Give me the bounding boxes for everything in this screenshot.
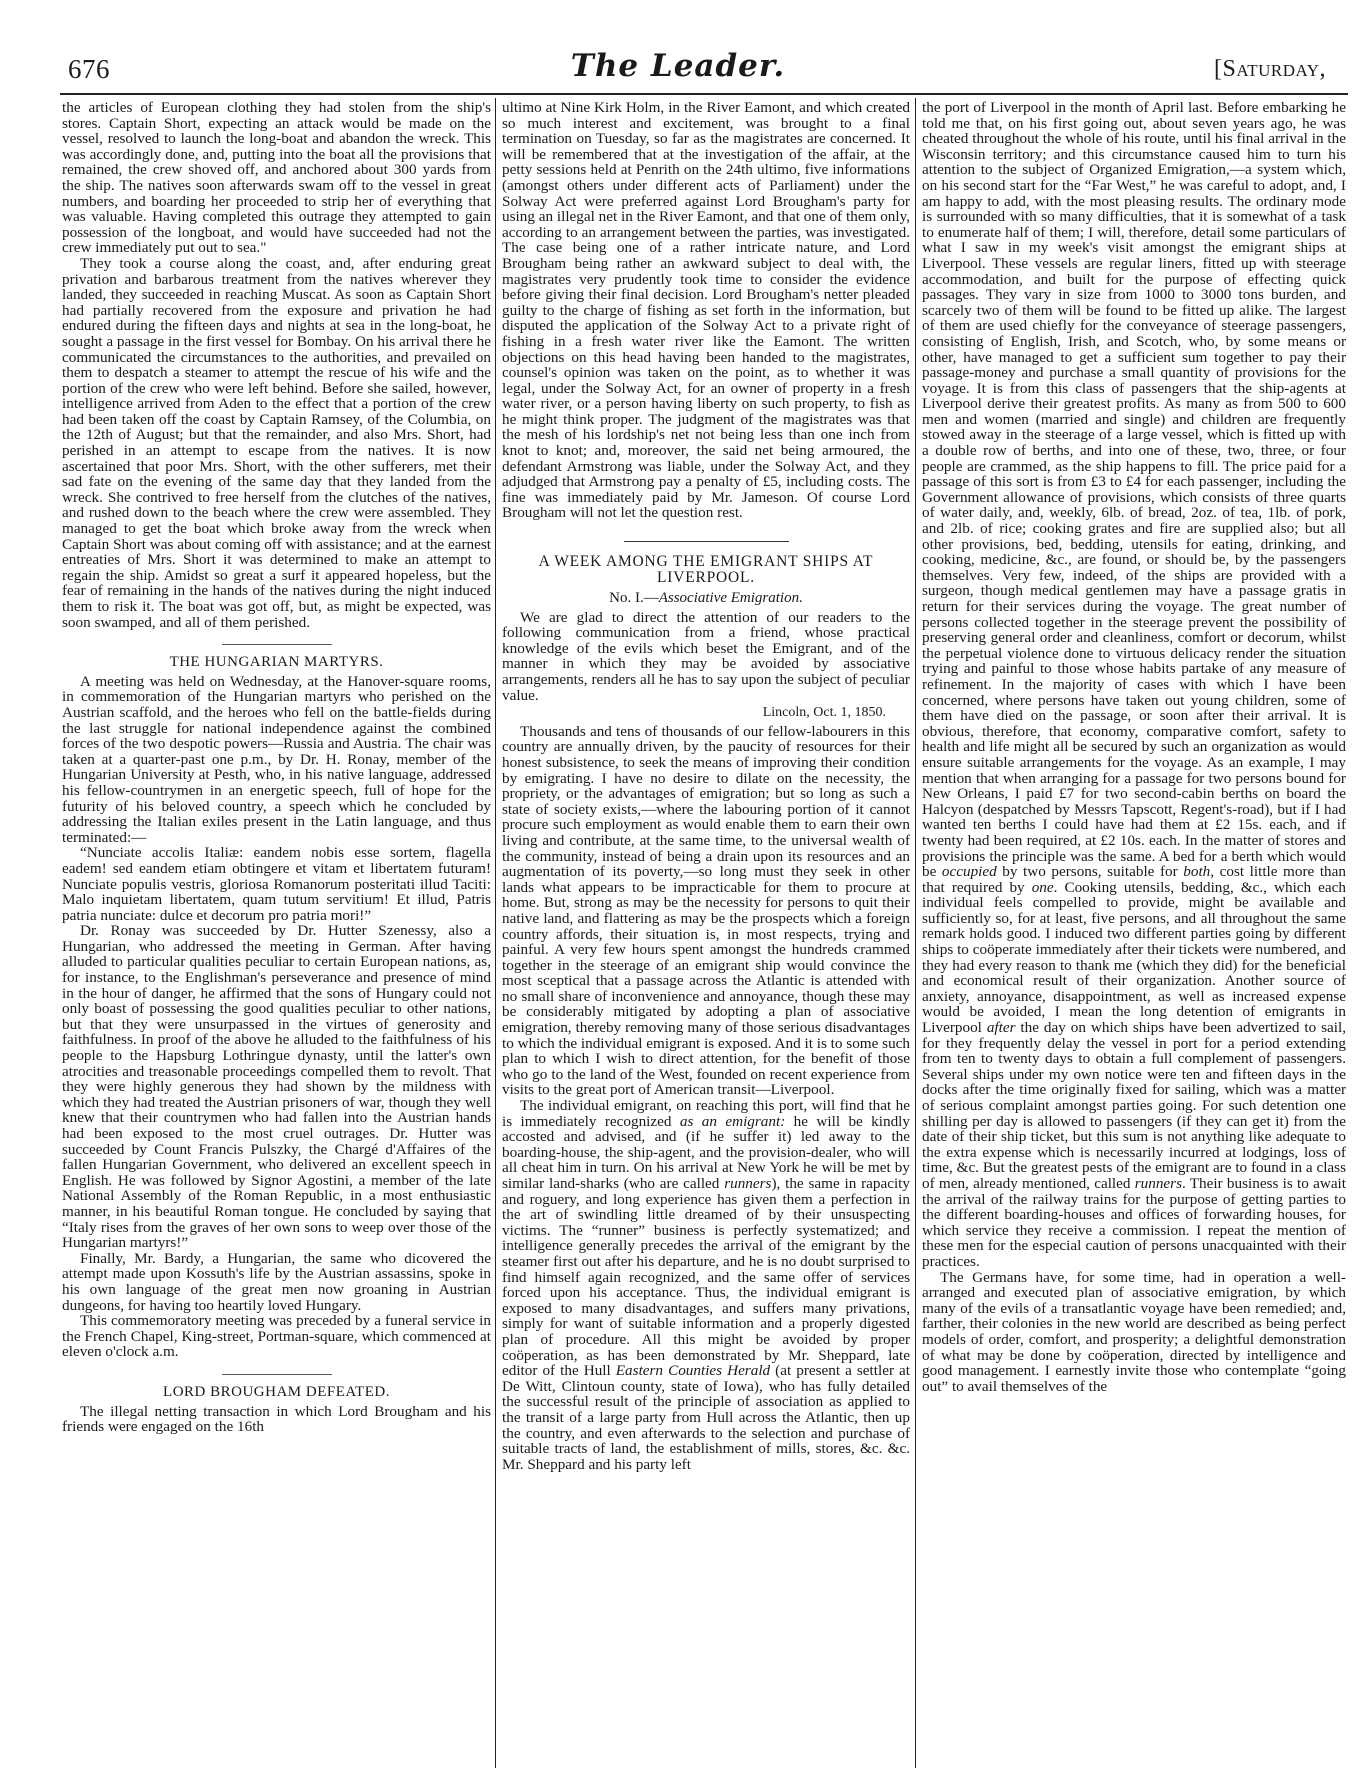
italic-run: as an emigrant: <box>679 1112 786 1130</box>
column-divider <box>915 98 916 1768</box>
italic-run: occupied <box>941 863 997 881</box>
article-separator <box>222 644 332 645</box>
article-title-emigrant-ships: A WEEK AMONG THE EMIGRANT SHIPS AT LIVERPOOL. <box>538 553 874 587</box>
editor-intro: We are glad to direct the attention of our readers to the following communication from a friend, whose practical knowledge of the evils which beset the Emigrant, and of the manner in which they may be avoided by associative arrangements, renders all he has to say upon the subject of peculiar value. <box>502 608 910 704</box>
paragraph: This commemoratory meeting was preceded by a funeral service in the French Chapel, King-street, Portman-square, which commenced at eleven o'clock a.m. <box>62 1312 491 1361</box>
text-run: the port of Liverpool in the month of April last. Before embarking he told me that, on his first going out, about seven years ago, he was cheated throughout the whole of his route, until his final arrival in the Wisconsin territory; and this circumstance caused him to turn his attention to the subject of Organized Emigration,—a system which, on his second start for the “Far West,” he was careful to adopt, and, I am happy to add, with the most pleasing results. The ordinary mode is surrounded with so many difficulties, that it is somewhat of a task to enumerate half of them; I will, therefore, detail some particulars of what I saw in my week's visit amongst the emigrant ships at Liverpool. These vessels are regular liners, fitted up with steerage accommodation, and built for the purpose of effecting quick passages. They vary in size from 1000 to 3000 tons burden, and scarcely two of them will be found to be fitted up alike. The largest of them are used chiefly for the conveyance of steerage passengers, consisting of English, Irish, and Scotch, who, by some means or other, have managed to get a sufficient sum together to pay their passage-money and purchase a small quantity of provisions for the voyage. It is from this class of passengers that the ship-agents at Liverpool derive their greatest profits. As many as from 500 to 600 men and women (married and single) and children are frequently stowed away in the steerage of a large vessel, which is fitted up with a double row of berths, and into one of these, two, three, or four people are crammed, as the ship happens to fill. The price paid for a passage of this sort is from £3 to £4 for each passenger, including the Government allowance of provisions, which consists of three quarts of water daily, and, weekly, 6lb. of bread, 2oz. of tea, 1lb. of pork, and 2lb. of rice; cooking grates and fire are supplied also; but all other provisions, bed, bedding, utensils for eating, drinking, and cooking, medicine, &c., are found, or should be, by the passengers themselves. Very few, indeed, of the ships are provided with a surgeon, though medical gentlemen may have a passage gratis in return for their services during the voyage. The great number of persons collected together in the steerage prevent the possibility of preserving general order and cleanliness, comfort or decorum, whilst the perpetual violence done to virtuous delicacy render the situation trying and painful to those whose habits partake of any measure of refinement. In the majority of cases with which I have been concerned, where persons have taken out young children, some of them have died on the passage, or soon after their arrival. It is obvious, therefore, that economy, comparative comfort, safety to health and life might all be secured by such an organization as would ensure suitable arrangements for the voyage. As an example, I may mention that when arranging for a passage for two persons bound for New Orleans, I paid £7 for two second-cabin berths on board the Halcyon (despatched by Messrs Tapscott, Regent's-road), but if I had wanted ten berths I could have had them at £2 15s. each, and if twenty had been required, at £2 10s. each. In the matter of stores and provisions the principle was the same. A bed for a berth which would be <box>922 99 1346 881</box>
article-title-lord-brougham: LORD BROUGHAM DEFEATED. <box>163 1383 390 1400</box>
continued-paragraph: ultimo at Nine Kirk Holm, in the River Eamont, and which created so much interest and excitement, was brought to a final termination on Tuesday, so far as the magistrates are concerned. It will be remembered that at the investigation of the affair, at the petty sessions held at Penrith on the 24th ultimo, five informations (amongst others under different acts of Parliament) under the Solway Act were preferred against Lord Brougham's party for using an illegal net in the River Eamont, and that one of them only, according to an arrangement between the parties, was investigated. The case being one of a rather intricate nature, and Lord Brougham being rather an awkward subject to deal with, the magistrates very prudently took time to consider the evidence before giving their final decision. Lord Brougham's netter pleaded guilty to the charge of fishing as set forth in the information, but disputed the application of the Solway Act to a private right of fishing in a fresh water river like the Eamont. The written objections on this head having been handed to the magistrates, counsel's opinion was taken on the point, as to whether it was legal, under the Solway Act, for an owner of property in a fresh water river, or a person having liberty on such property, to fish as he might think proper. The judgment of the magistrates was that the mesh of his lordship's net not being less than one inch from knot to knot; and, moreover, the said net being armoured, the defendant Armstrong was liable, under the Solway Act, and they adjudged that Armstrong pay a penalty of £5, including costs. The fine was immediately paid by Mr. Jameson. Of course Lord Brougham will not let the question rest. <box>502 99 910 522</box>
article-subtitle <box>502 591 910 607</box>
column-divider <box>495 98 496 1768</box>
right-column <box>922 100 1346 1394</box>
page-header <box>0 0 1356 98</box>
continued-paragraph <box>922 100 1346 1270</box>
italic-run: runners <box>1134 1174 1182 1192</box>
text-run: , cost little more than that required by <box>922 863 1346 896</box>
subtitle-number: No. I.— <box>609 590 659 607</box>
middle-column <box>502 100 910 1472</box>
paragraph <box>502 1098 910 1472</box>
dateline: Lincoln, Oct. 1, 1850. <box>762 705 886 721</box>
italic-run: after <box>986 1019 1016 1037</box>
left-column <box>62 100 491 1435</box>
text-run: . Their business is to await the arrival of the railway trains for the purpose of getting parties to the different boarding-houses and offices of forwarding houses, for which service they receive a commission. I repeat the mention of these men for the especial caution of persons unacquainted with their practices. <box>922 1174 1346 1270</box>
article-separator <box>222 1374 332 1375</box>
italic-run: both <box>1183 863 1211 881</box>
paragraph: A meeting was held on Wednesday, at the Hanover-square rooms, in commemoration of the Hungarian martyrs who perished on the Austrian scaffold, and the heroes who fell on the battle-fields during the last struggle for national independence against the combined forces of the two despotic powers—Russia and Austria. The chair was taken at a quarter-past one p.m., by Dr. H. Ronay, member of the Hungarian University at Pesth, who, in his native language, addressed his fellow-countrymen in an energetic speech, full of hope for the futurity of his beloved country, a speech which he concluded by addressing the Italian exiles present in the Latin language, and thus terminated:— <box>62 672 491 846</box>
continued-paragraph: the articles of European clothing they had stolen from the ship's stores. Captain Short, expecting an attack would be made on the vessel, resolved to launch the long-boat and abandon the wreck. This was accordingly done, and, putting into the boat all the provisions that remained, the crew shoved off, and anchored about 300 yards from the ship. The natives soon afterwards swam off to the vessel in great numbers, and boarding her proceeded to strip her of everything that was valuable. Having completed this outrage they attempted to gain possession of the longboat, and would have succeeded had not the crew immediately put out to sea." <box>62 99 491 257</box>
issue-day: [Saturday, <box>1213 56 1326 82</box>
text-run: . Cooking utensils, bedding, &c., which each individual feels compelled to provide, might be available and sufficiently so, for at least, five persons, and all throughout the same remark holds good. I induced two different parties going by different ships to coöperate immediately after their tickets were numbered, and they had every reason to thank me (which they did) for the beneficial and economical result of their organization. Another source of anxiety, annoyance, disappointment, as well as increased expense would be avoided, I mean the long detention of emigrants in Liverpool <box>922 878 1346 1037</box>
text-run: by two persons, suitable for <box>996 863 1184 881</box>
paragraph: They took a course along the coast, and, after enduring great privation and barbarous treatment from the natives wherever they landed, they succeeded in reaching Muscat. As soon as Captain Short had partially recovered from the exposure and privation he had endured during the fifteen days and nights at sea in the long-boat, he sought a passage in the first vessel for Bombay. On his arrival there he communicated the circumstances to the authorities, and prevailed on them to despatch a steamer to attempt the rescue of his wife and the portion of the crew who were left behind. Before she sailed, however, intelligence arrived from Aden to the effect that a portion of the crew had been taken off the coast by Captain Ramsey, of the Columbia, on the 12th of August; but that the remainder, and also Mrs. Short, had perished in an attempt to escape from the natives. It is now ascertained that poor Mrs. Short, with the other sufferers, met their sad fate on the evening of the same day that they landed from the wreck. She contrived to free herself from the clutches of the natives, and rushed down to the beach where the crew were assembled. They managed to get the boat which broke away from the wreck when Captain Short was about coming off with assistance; and at the earnest entreaties of Mrs. Short it was determined to make an attempt to regain the ship. Amidst so great a surf it appeared hopeless, but the fear of remaining in the hands of the natives during the night induced them to risk it. The boat was got off, but, as might be expected, was soon swamped, and all of them perished. <box>62 254 491 631</box>
subtitle-italic: Associative Emigration. <box>658 590 803 607</box>
paragraph: Dr. Ronay was succeeded by Dr. Hutter Szenessy, also a Hungarian, who addressed the meeting in German. After having alluded to particular qualities peculiar to certain European nations, as, for instance, to the Englishman's perseverance and presence of mind in the hour of danger, he affirmed that the sons of Hungary could not only boast of possessing the good qualities peculiar to other nations, but that they were unsurpassed in the virtues of generosity and faithfulness. In proof of the above he alluded to the faithfulness of his people to the Hapsburg Lothringue dynasty, until the latter's own atrocities and treasonable proceedings compelled them to revolt. That they were highly generous they had shown by the mildness with which they had treated the Austrian prisoners of war, though they well knew that their countrymen who had fallen into the Austrian hands had been exposed to the most cruel outrages. Dr. Hutter was succeeded by Count Francis Pulszky, the Chargé d'Affaires of the fallen Hungarian Government, who delivered an excellent speech in English. He was followed by Signor Agostini, a member of the late National Assembly of the Roman Republic, in a most enthusiastic manner, in his beautiful Roman tongue. He concluded by saying that “Italy rises from the graves of her own sons to weep over those of the Hungarian martyrs!” <box>62 922 491 1252</box>
masthead-title: The Leader. <box>570 48 786 84</box>
text-run: he will be kindly accosted and advised, and (if he suffer it) led away to the boarding-house, the ship-agent, and the provision-dealer, who will all cheat him in turn. On his arrival at New York he will be met by similar land-sharks (who are called <box>502 1112 910 1192</box>
paragraph: The Germans have, for some time, had in operation a well-arranged and executed plan of associative emigration, by which many of the evils of a transatlantic voyage have been remedied; and, farther, their colonies in the new world are described as being perfect models of order, comfort, and prosperity; a delightful demonstration of what may be done by coöperation, directed by intelligence and good management. I earnestly invite those who contemplate “going out” to avail themselves of the <box>922 1268 1346 1395</box>
italic-run: runners <box>724 1175 772 1192</box>
text-run: ), the same in rapacity and roguery, and long experience has given them a perfection in the art of swindling little dreamed of by their unsuspecting victims. The “runner” business is perfectly systematized; and intelligence generally precedes the arrival of the emigrant by the steamer first out after his departure, and he is no doubt surprised to find himself again recognized, and the same offer of services forced upon his acceptance. Thus, the individual emigrant is exposed to many disadvantages, and suffers many privations, simply for want of suitable information and a properly digested plan of procedure. All this might be avoided by proper coöperation, as has been demonstrated by Mr. Sheppard, late editor of the Hull <box>502 1175 910 1380</box>
italic-run: Eastern Counties Herald <box>615 1362 771 1380</box>
paragraph: The illegal netting transaction in which Lord Brougham and his friends were engaged on the 16th <box>62 1402 491 1436</box>
paragraph: Thousands and tens of thousands of our fellow-labourers in this country are annually driven, by the paucity of resources for their honest subsistence, to seek the means of improving their condition by emigrating. I have no desire to dilate on the necessity, the propriety, or the advantages of emigration; but so long as such a state of society exists,—where the labouring portion of it cannot procure such employment as would enable them to earn their own living and contribute, at the same time, to the universal wealth of the community, instead of being a drain upon its resources and an augmentation of its poverty,—so long must they seek in other lands what appears to be impracticable for them to procure at home. But, strong as may be the necessity for persons to quit their native land, and flattering as may be the prospects which a foreign country affords, their situation is, in most respects, trying and painful. A very few hours spent amongst the hundreds crammed together in the steerage of an emigrant ship would convince the most sceptical that a passage across the Atlantic is attended with no small share of inconvenience and annoyance, though these may be considerably mitigated by adopting a plan of associative emigration, thereby removing many of those serious disadvantages to which the individual emigrant is exposed. And it is to some such plan to which I wish to direct attention, for the benefit of those who go to the land of the West, founded on recent experience from visits to the great port of American transit—Liverpool. <box>502 722 910 1099</box>
text-run: the day on which ships have been advertized to sail, for they frequently delay the vessel in port for a period extending from ten to twenty days to obtain a full complement of passengers. Several ships under my own notice were ten and fifteen days in the docks after the time originally fixed for sailing, which was a matter of serious complaint amongst parties going. For such detention one shilling per day is allowed to passengers (if they can get it) from the date of their ship ticket, but this sum is not anything like adequate to the extra expense which is necessarily incurred at lodgings, loss of time, &c. But the greatest pests of the emigrant are to found in a class of men, already mentioned, called <box>922 1019 1346 1192</box>
header-rule <box>60 93 1348 95</box>
article-separator <box>624 541 789 542</box>
text-run: The individual emigrant, on reaching this port, will find that he is immediately recognized <box>502 1097 910 1130</box>
page-number: 676 <box>68 54 110 84</box>
article-title-hungarian-martyrs: THE HUNGARIAN MARTYRS. <box>169 654 384 671</box>
paragraph: Finally, Mr. Bardy, a Hungarian, the same who dicovered the attempt made upon Kossuth's life by the Austrian assassins, spoke in his own language of the great men now groaning in Austrian dungeons, for having too heartily loved Hungary. <box>62 1249 491 1314</box>
latin-quote: “Nunciate accolis Italiæ: eandem nobis esse sortem, flagella eadem! sed eandem etiam obtingere et vitam et libertatem futuram! Nunciate populis vestris, gloriosa Romanorum posteritati illud Taciti: Malo inquietam libertatem, quam tutum servitium! Et illud, Patris patria nunciate: dulce et decorum pro patria mori!” <box>62 844 491 924</box>
italic-run: one <box>1031 878 1054 896</box>
text-run: (at present a settler at De Witt, Clintoun county, state of Iowa), who has fully detailed the successful result of the principle of association as applied to the transit of a large party from Hull across the Atlantic, then up the country, and even afterwards to the selection and purchase of suitable tracts of land, the establishment of mills, stores, &c. &c. Mr. Sheppard and his party left <box>502 1362 911 1473</box>
